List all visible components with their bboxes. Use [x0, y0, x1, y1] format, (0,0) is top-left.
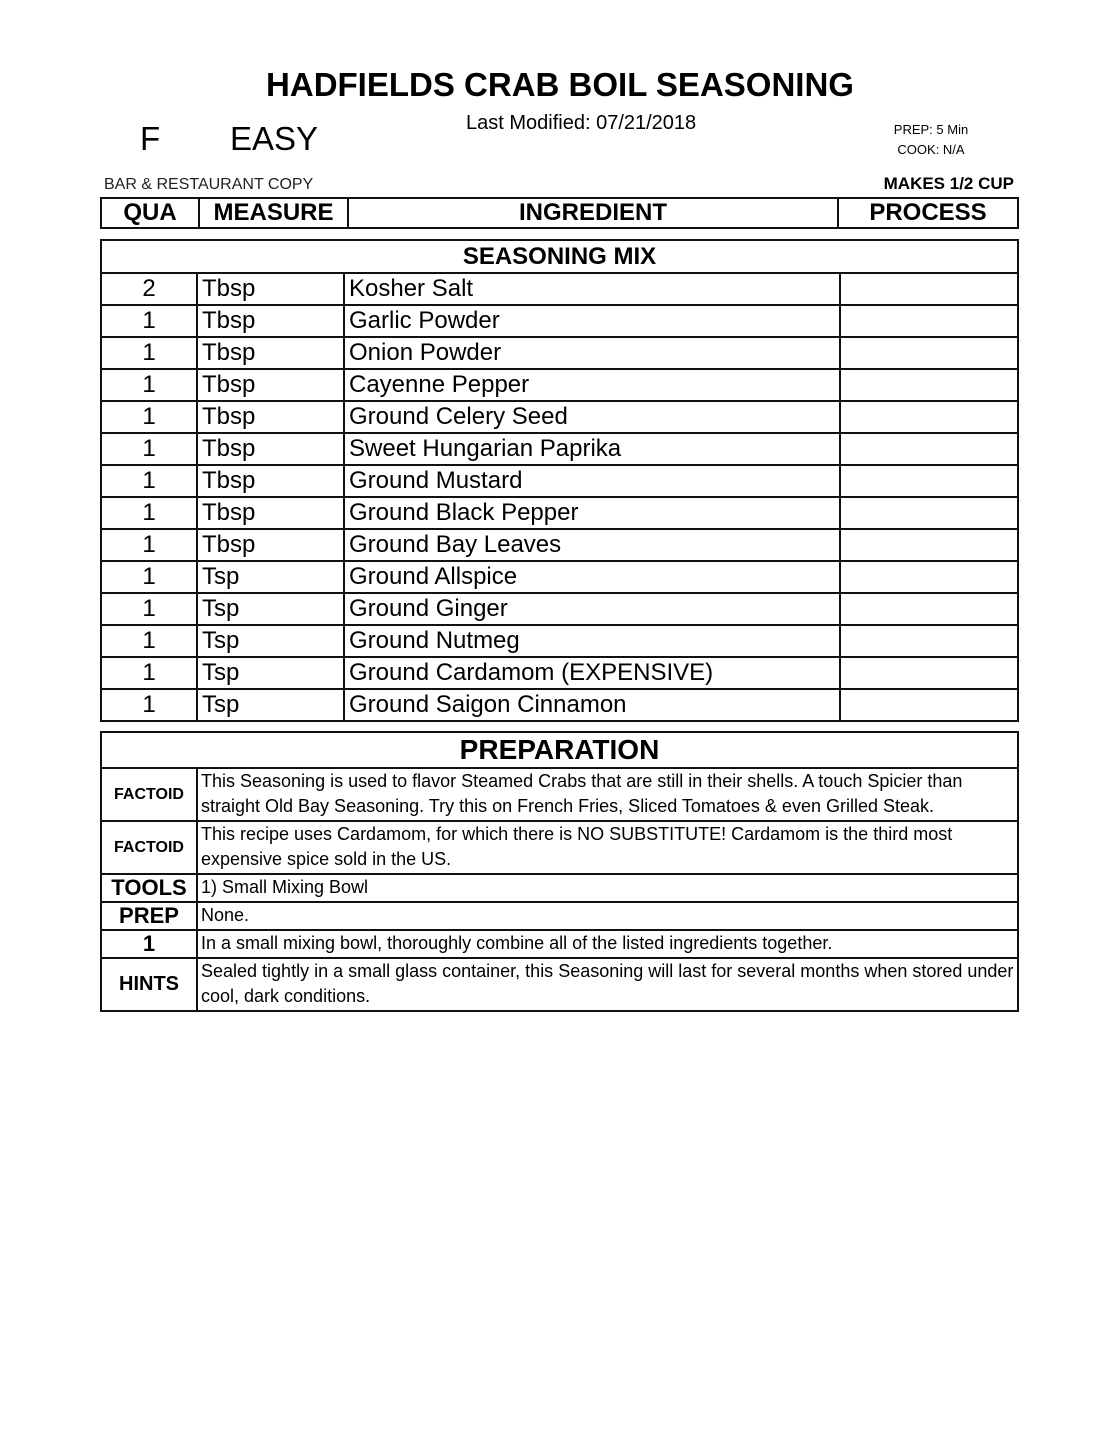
process-cell [840, 465, 1018, 497]
quantity-cell: 1 [101, 401, 197, 433]
process-cell [840, 401, 1018, 433]
seasoning-mix-table [100, 239, 1019, 722]
quantity-cell: 1 [101, 657, 197, 689]
quantity-cell: 1 [101, 305, 197, 337]
quantity-cell: 1 [101, 689, 197, 721]
ingredient-cell: Ground Ginger [344, 593, 840, 625]
preparation-label: FACTOID [101, 768, 197, 821]
ingredient-row [101, 369, 1018, 401]
ingredient-row [101, 433, 1018, 465]
copy-label: BAR & RESTAURANT COPY [104, 176, 314, 193]
quantity-cell: 1 [101, 593, 197, 625]
ingredient-row [101, 337, 1018, 369]
quantity-cell: 1 [101, 337, 197, 369]
cook-time: COOK: N/A [897, 142, 965, 157]
prep-time: PREP: 5 Min [893, 122, 969, 137]
process-cell [840, 337, 1018, 369]
measure-cell: Tbsp [197, 369, 344, 401]
process-cell [840, 497, 1018, 529]
preparation-label: 1 [101, 930, 197, 958]
preparation-text: This Seasoning is used to flavor Steamed Crabs that are still in their shells. A touch Spicier than straight Old Bay Seasoning. Try this on French Fries, Sliced Tomatoes & even Grilled Steak. [197, 768, 1018, 821]
ingredient-cell: Ground Saigon Cinnamon [344, 689, 840, 721]
preparation-row [101, 930, 1018, 958]
preparation-table [100, 731, 1019, 1012]
section-title: PREPARATION [101, 732, 1018, 768]
recipe-title: HADFIELDS CRAB BOIL SEASONING [266, 66, 854, 103]
measure-cell: Tbsp [197, 401, 344, 433]
column-qua: QUA [101, 198, 199, 228]
preparation-text: This recipe uses Cardamom, for which there is NO SUBSTITUTE! Cardamom is the third most expensive spice sold in the US. [197, 821, 1018, 874]
ingredient-cell: Ground Mustard [344, 465, 840, 497]
ingredient-row [101, 689, 1018, 721]
ingredient-row [101, 465, 1018, 497]
measure-cell: Tbsp [197, 433, 344, 465]
ingredient-row [101, 497, 1018, 529]
process-cell [840, 657, 1018, 689]
process-cell [840, 529, 1018, 561]
quantity-cell: 1 [101, 625, 197, 657]
measure-cell: Tsp [197, 657, 344, 689]
ingredient-row [101, 529, 1018, 561]
ingredient-cell: Garlic Powder [344, 305, 840, 337]
preparation-row [101, 902, 1018, 930]
section-row [101, 240, 1018, 273]
ingredient-row [101, 273, 1018, 305]
ingredient-cell: Ground Cardamom (EXPENSIVE) [344, 657, 840, 689]
process-cell [840, 593, 1018, 625]
quantity-cell: 1 [101, 561, 197, 593]
process-cell [840, 273, 1018, 305]
preparation-text: None. [197, 902, 1018, 930]
ingredient-row [101, 561, 1018, 593]
measure-cell: Tbsp [197, 465, 344, 497]
last-modified: Last Modified: 07/21/2018 [466, 112, 697, 134]
yield: MAKES 1/2 CUP [883, 174, 1014, 193]
column-ingredient: INGREDIENT [348, 198, 838, 228]
ingredient-row [101, 657, 1018, 689]
preparation-row [101, 821, 1018, 874]
ingredient-cell: Kosher Salt [344, 273, 840, 305]
ingredient-row [101, 401, 1018, 433]
measure-cell: Tbsp [197, 497, 344, 529]
measure-cell: Tbsp [197, 337, 344, 369]
grade: F [140, 120, 161, 157]
process-cell [840, 561, 1018, 593]
quantity-cell: 1 [101, 433, 197, 465]
ingredient-cell: Ground Celery Seed [344, 401, 840, 433]
quantity-cell: 1 [101, 497, 197, 529]
ingredient-cell: Ground Black Pepper [344, 497, 840, 529]
column-measure: MEASURE [199, 198, 348, 228]
section-row [101, 732, 1018, 768]
preparation-label: FACTOID [101, 821, 197, 874]
process-cell [840, 625, 1018, 657]
preparation-label: PREP [101, 902, 197, 930]
quantity-cell: 2 [101, 273, 197, 305]
column-header-row [101, 198, 1018, 228]
ingredient-cell: Cayenne Pepper [344, 369, 840, 401]
measure-cell: Tsp [197, 561, 344, 593]
ingredient-cell: Sweet Hungarian Paprika [344, 433, 840, 465]
ingredient-row [101, 305, 1018, 337]
ingredient-cell: Onion Powder [344, 337, 840, 369]
quantity-cell: 1 [101, 465, 197, 497]
preparation-row [101, 768, 1018, 821]
process-cell [840, 305, 1018, 337]
ingredient-row [101, 593, 1018, 625]
preparation-text: 1) Small Mixing Bowl [197, 874, 1018, 902]
preparation-label: HINTS [101, 958, 197, 1011]
ingredient-cell: Ground Bay Leaves [344, 529, 840, 561]
preparation-row [101, 958, 1018, 1011]
quantity-cell: 1 [101, 369, 197, 401]
preparation-row [101, 874, 1018, 902]
measure-cell: Tsp [197, 625, 344, 657]
measure-cell: Tbsp [197, 273, 344, 305]
preparation-text: Sealed tightly in a small glass container, this Seasoning will last for several months when stored under cool, dark conditions. [197, 958, 1018, 1011]
ingredient-row [101, 625, 1018, 657]
column-process: PROCESS [838, 198, 1018, 228]
process-cell [840, 369, 1018, 401]
preparation-text: In a small mixing bowl, thoroughly combine all of the listed ingredients together. [197, 930, 1018, 958]
difficulty: EASY [230, 120, 319, 157]
process-cell [840, 689, 1018, 721]
measure-cell: Tsp [197, 689, 344, 721]
measure-cell: Tsp [197, 593, 344, 625]
quantity-cell: 1 [101, 529, 197, 561]
preparation-label: TOOLS [101, 874, 197, 902]
section-title: SEASONING MIX [101, 240, 1018, 273]
ingredient-cell: Ground Nutmeg [344, 625, 840, 657]
measure-cell: Tbsp [197, 305, 344, 337]
ingredient-cell: Ground Allspice [344, 561, 840, 593]
column-header-table [100, 197, 1019, 229]
process-cell [840, 433, 1018, 465]
measure-cell: Tbsp [197, 529, 344, 561]
